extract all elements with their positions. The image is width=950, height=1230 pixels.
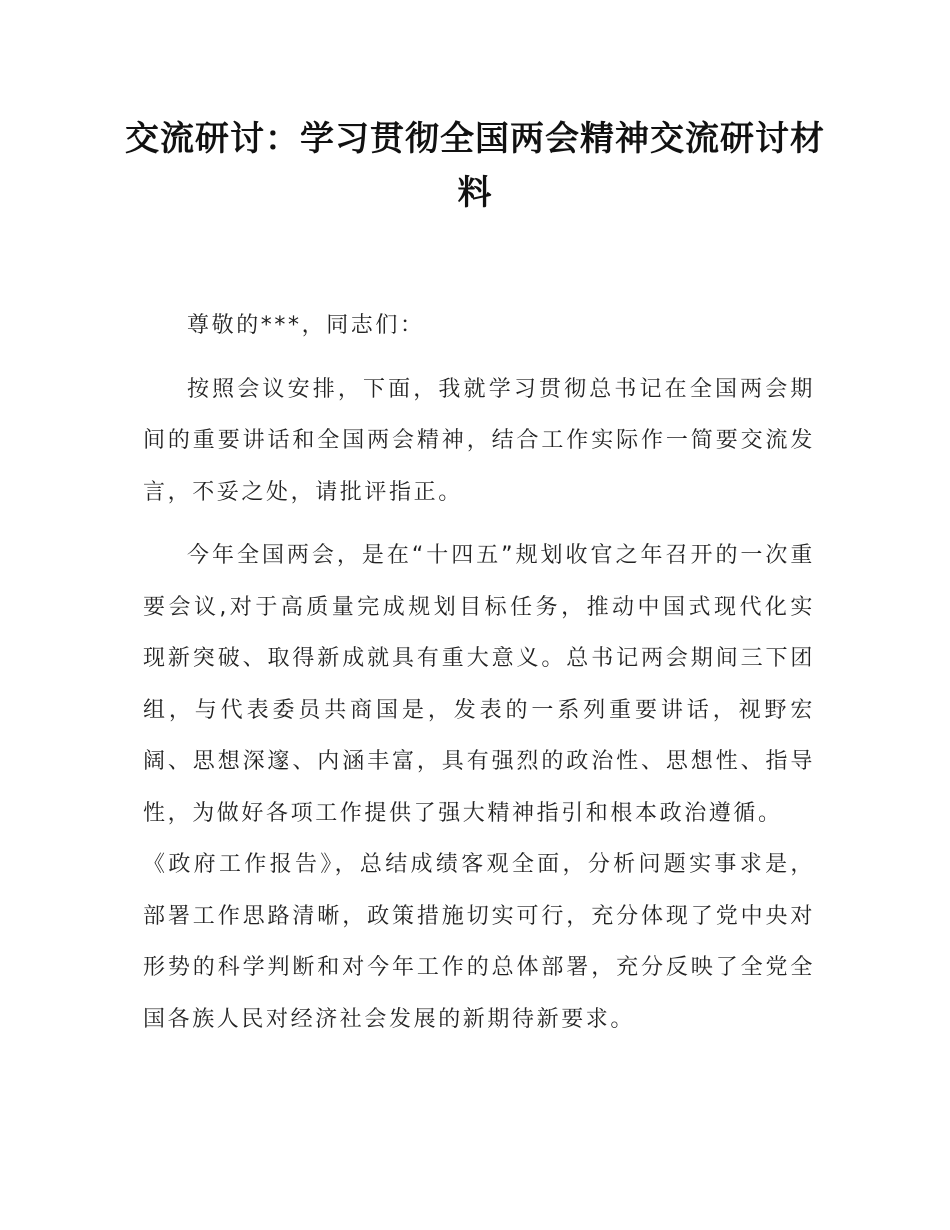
document-body	[143, 300, 815, 1057]
paragraph-intro: 按照会议安排，下面，我就学习贯彻总书记在全国两会期间的重要讲话和全国两会精神，结合工作实际作一简要交流发言，不妥之处，请批评指正。	[143, 376, 815, 505]
paragraph-two-sessions: 今年全国两会，是在“十四五”规划收官之年召开的一次重要会议,对于高质量完成规划目标任务，推动中国式现代化实现新突破、取得新成就具有重大意义。总书记两会期间三下团组，与代表委员共商国是，发表的一系列重要讲话，视野宏阔、思想深邃、内涵丰富，具有强烈的政治性、思想性、指导性，为做好各项工作提供了强大精神指引和根本政治遵循。	[143, 543, 815, 826]
document-title: 交流研讨：学习贯彻全国两会精神交流研讨材料	[125, 119, 825, 213]
paragraph-government-report: 《政府工作报告》，总结成绩客观全面，分析问题实事求是，部署工作思路清晰，政策措施切实可行，充分体现了党中央对形势的科学判断和对今年工作的总体部署，充分反映了全党全国各族人民对经济社会发展的新期待新要求。	[143, 852, 815, 1032]
salutation: 尊敬的***，同志们：	[187, 313, 425, 338]
